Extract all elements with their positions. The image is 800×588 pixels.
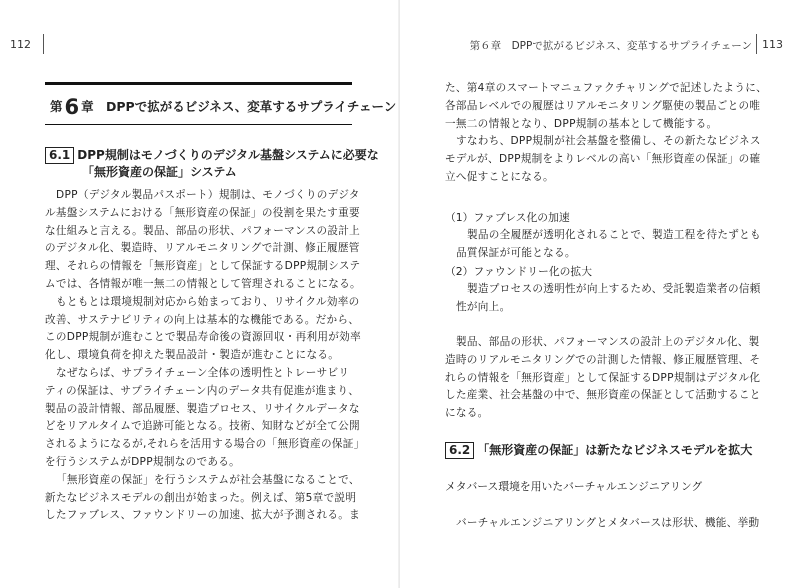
body-line: 理、それらの情報を「無形資産」として保証するDPP規制システ (45, 260, 361, 273)
body-line: 立へ促すことになる。 (445, 170, 554, 183)
right-last-text (456, 515, 759, 533)
body-line: どをリアルタイムで追跡可能となる。技術、知財などが全て公開 (45, 420, 360, 433)
body-line: のデジタル化、製造時、リアルモニタリングで計測、修正履歴管 (45, 242, 360, 255)
body-line: 製品、部品の形状、パフォーマンスの設計上のデジタル化、製 (456, 336, 760, 348)
body-line: されるようになるが,それらを活用する場合の「無形資産の保証」 (45, 438, 365, 451)
chapter-number: 6 (64, 95, 80, 119)
body-line: 改善、サステナビリティの向上は基本的な機能である。だから、 (45, 313, 360, 326)
body-line: したファブレス、ファウンドリーの加速、拡大が予測される。ま (45, 509, 361, 522)
body-line: バーチャルエンジニアリングとメタバースは形状、機能、挙動 (456, 517, 760, 529)
right-page (400, 0, 800, 588)
section-title-line1: DPP規制はモノづくりのデジタル基盤システムに必要な (77, 148, 379, 162)
body-line: 製造プロセスの透明性が向上するため、受託製造業者の信頼 (467, 283, 761, 295)
body-line: な仕組みと言える。製品、部品の形状、パフォーマンスの設計上 (45, 224, 361, 237)
chapter-prefix: 第 (50, 99, 63, 114)
right-page-number: 113 (762, 38, 783, 51)
item1-text (456, 227, 761, 263)
section-number-badge: 6.1 (45, 147, 74, 164)
section-6-2-title-text: 「無形資産の保証」は新たなビジネスモデルを拡大 (477, 443, 753, 457)
item2-text (456, 281, 761, 317)
body-line: 化し、環境負荷を抑えた製品設計・製造が進むことになる。 (45, 349, 340, 362)
running-head: 第６章 DPPで拡がるビジネス、変革するサプライチェーン (469, 40, 752, 52)
body-line: DPP（デジタル製品パスポート）規制は、モノづくりのデジタ (56, 189, 360, 201)
body-line: た、第4章のスマートマニュファクチャリングで記述したように、 (445, 82, 768, 94)
body-line: 製品の設計情報、部品履歴、製造プロセス、リサイクルデータな (45, 402, 360, 415)
body-line: になる。 (445, 407, 489, 420)
body-line: 新たなビジネスモデルの創出が始まった。例えば、第5章で説明 (45, 491, 357, 504)
section-6-1-title (45, 146, 379, 164)
body-line: もともとは環境規制対応から始まっており、リサイクル効率の (56, 295, 360, 308)
body-line: モデルが、DPP規制をよりレベルの高い「無形資産の保証」の確 (445, 153, 761, 166)
body-line: 各部品レベルでの履歴はリアルモニタリング駆使の製品ごとの唯 (445, 99, 761, 112)
left-page-number: 112 (10, 38, 31, 51)
body-line: 性が向上。 (456, 300, 511, 313)
item1-heading: （1）ファブレス化の加速 (445, 211, 570, 224)
body-line: このDPP規制が進むことで製品寿命後の資源回収・再利用が効率 (45, 331, 361, 344)
body-line: した産業、社会基盤の中で、無形資産の保証として活動すること (445, 389, 761, 402)
section-number-badge: 6.2 (445, 442, 474, 459)
left-body-text (45, 187, 365, 525)
chapter-suffix: 章 (81, 99, 94, 114)
subsection-heading: メタバース環境を用いたバーチャルエンジニアリング (445, 480, 703, 493)
body-line: 「無形資産の保証」を行うシステムが社会基盤になることで、 (56, 473, 360, 486)
body-line: 品質保証が可能となる。 (456, 246, 576, 259)
chapter-title (50, 95, 396, 119)
right-header-rule (756, 34, 757, 54)
body-line: すなわち、DPP規制が社会基盤を整備し、その新たなビジネス (456, 135, 761, 148)
right-intro-text (445, 80, 767, 187)
body-line: なぜならば、サプライチェーン全体の透明性とトレーサビリ (56, 366, 350, 379)
section-6-1-title-line2: 「無形資産の保証」システム (82, 165, 237, 179)
body-line: ル基盤システムにおける「無形資産の保証」の役割を果たす重要 (45, 206, 360, 219)
body-line: 製品の全履歴が透明化されることで、製造工程を待たずとも (467, 229, 761, 241)
body-line: ムでは、各情報が唯一無二の情報として管理されることになる。 (45, 277, 361, 290)
body-line: ティの保証は、サプライチェーン内のデータ共有促進が進まり、 (45, 384, 360, 397)
body-line: れらの情報を「無形資産」として保証するDPP規制はデジタル化 (445, 371, 761, 384)
section-6-2-title (445, 441, 752, 459)
left-header-rule (43, 34, 44, 54)
right-paragraph (445, 334, 761, 423)
item2-heading: （2）ファウンドリー化の拡大 (445, 265, 593, 278)
body-line: を行うシステムがDPP規制なのである。 (45, 455, 241, 468)
body-line: 造時のリアルモニタリングでの計測した情報、修正履歴管理、そ (445, 353, 761, 366)
chapter-title-text: DPPで拡がるビジネス、変革するサプライチェーン (106, 99, 397, 114)
body-line: 一無二の情報となり、DPP規制の基本として機能する。 (445, 117, 718, 130)
